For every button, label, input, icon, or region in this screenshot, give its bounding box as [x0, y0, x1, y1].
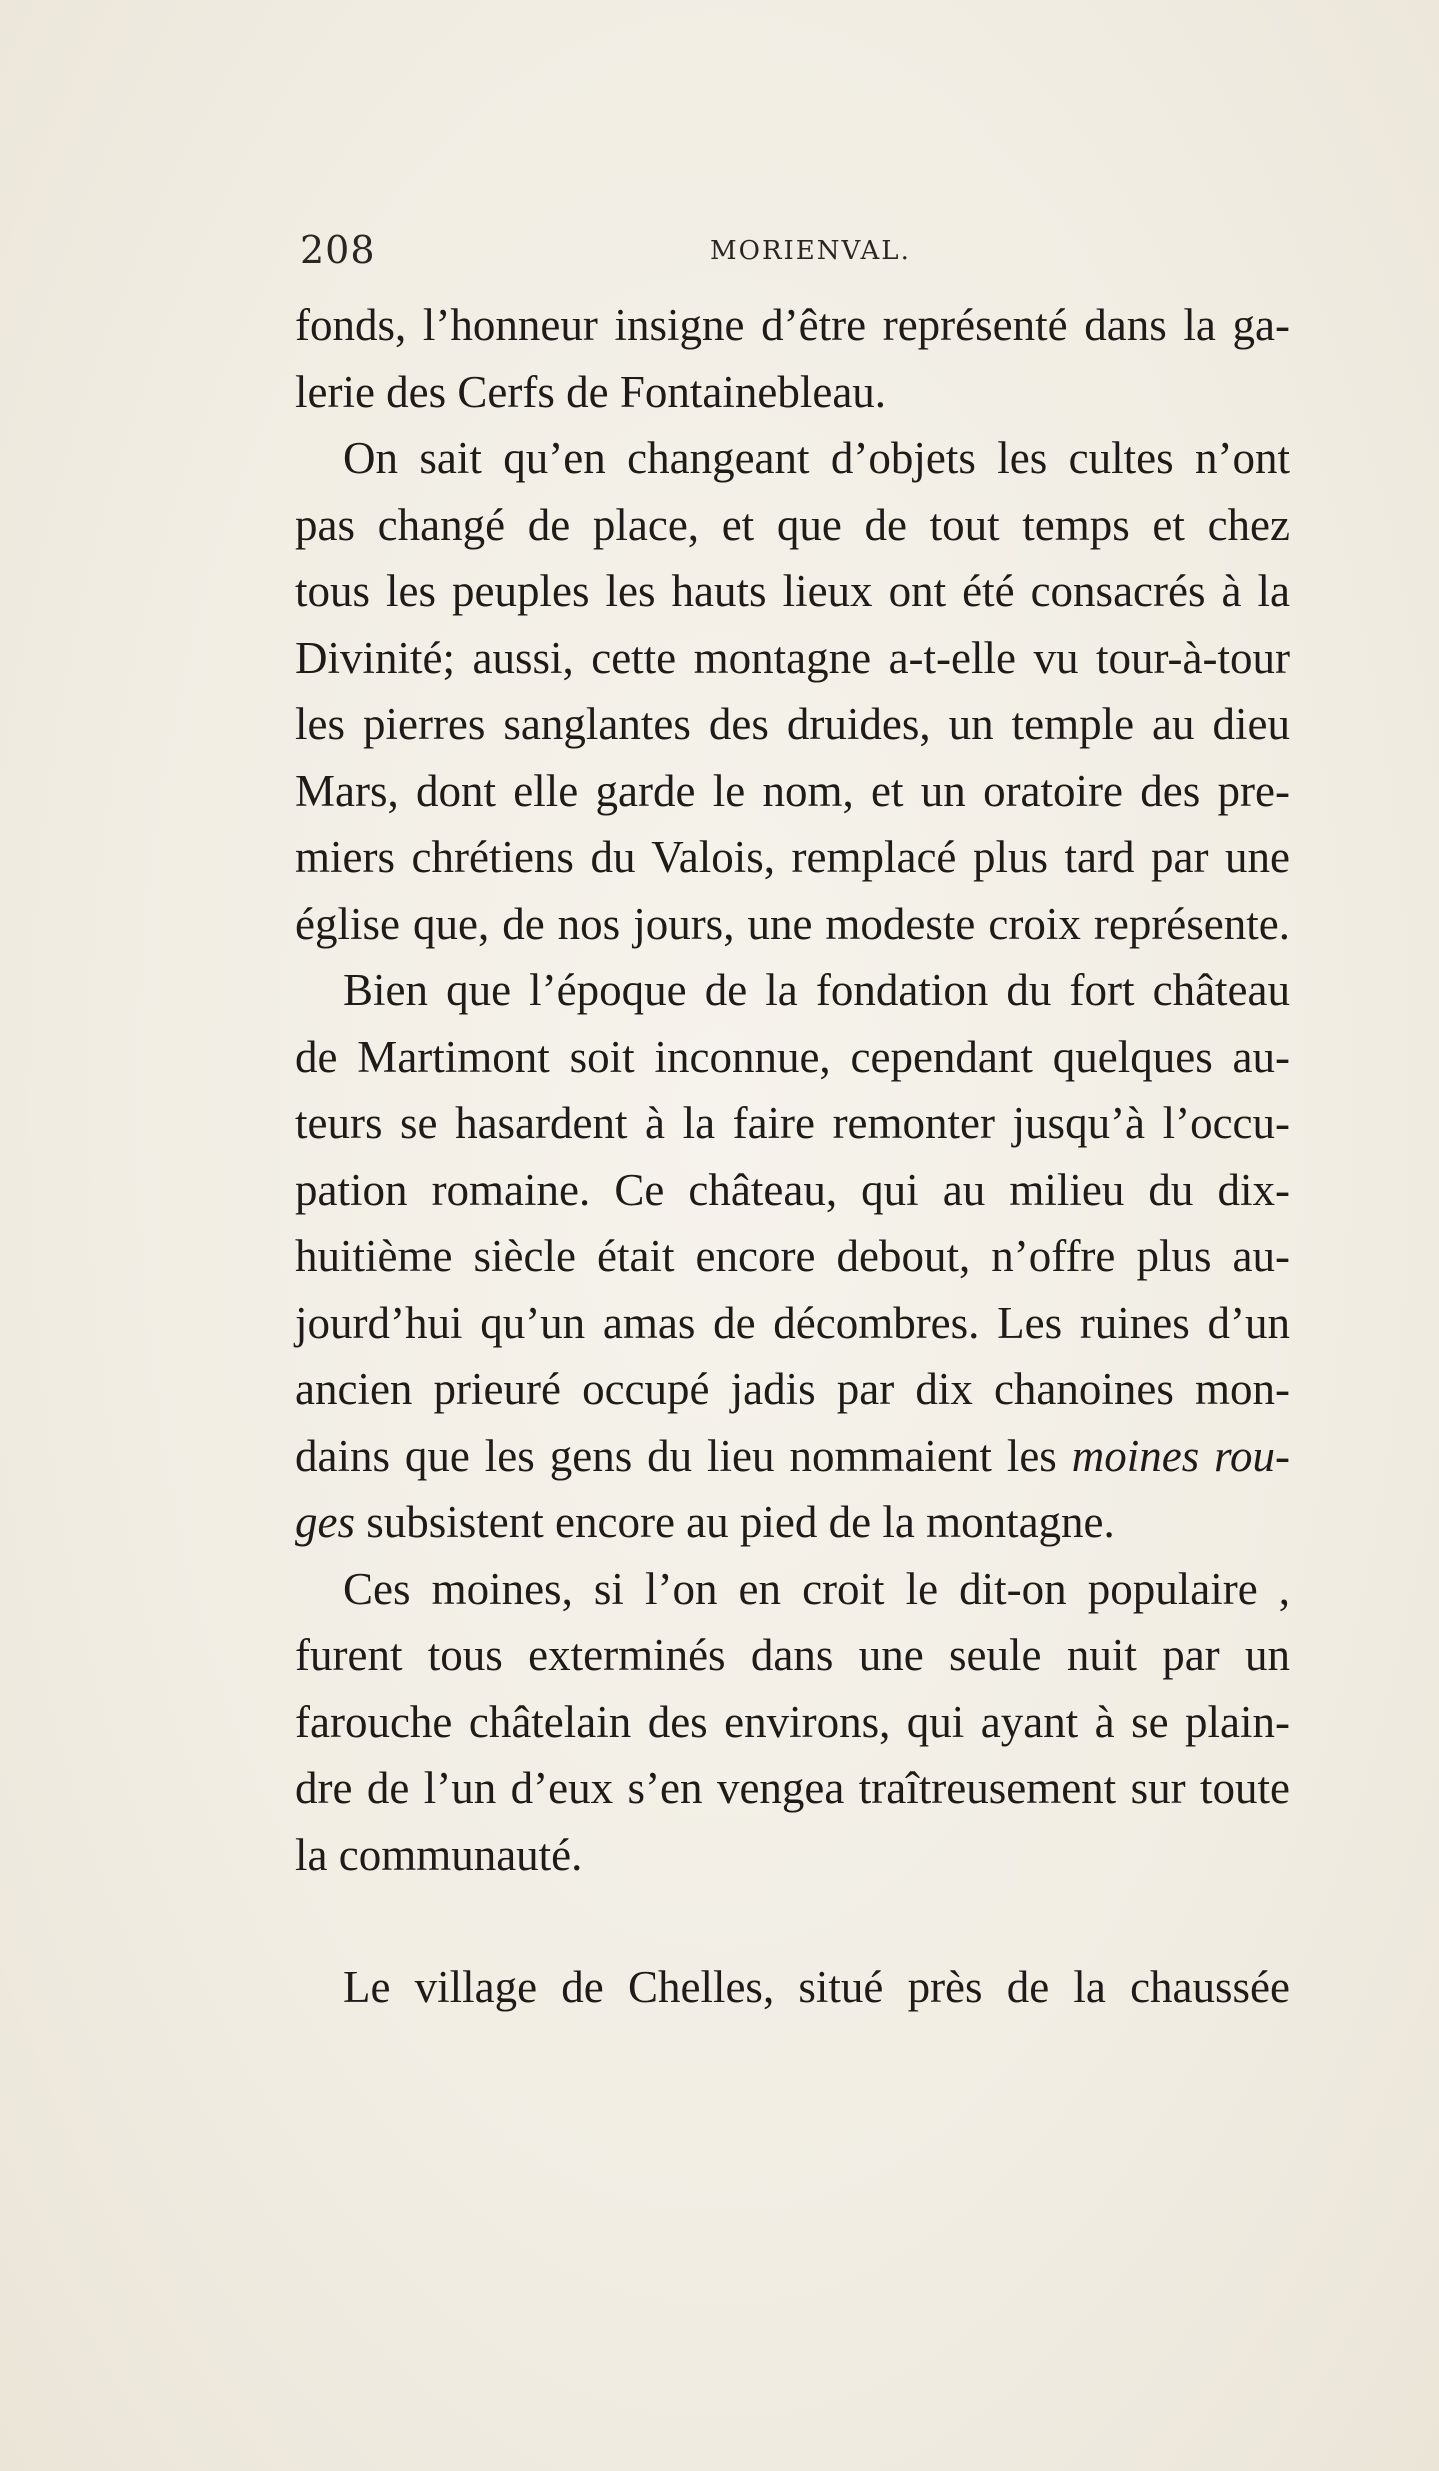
text-line: tous les peuples les hauts lieux ont été consacrés à la: [295, 566, 1290, 616]
text-line: miers chrétiens du Valois, remplacé plus tard par une: [295, 832, 1290, 882]
page-header: [300, 228, 911, 278]
text-line: furent tous exterminés dans une seule nuit par un: [295, 1630, 1290, 1680]
text-line: Mars, dont elle garde le nom, et un oratoire des pre-: [295, 765, 1290, 816]
text-line: On sait qu’en changeant d’objets les cultes n’ont: [343, 433, 1290, 483]
text-line: de Martimont soit inconnue, cependant quelques au-: [295, 1031, 1290, 1082]
text-line: jourd’hui qu’un amas de décombres. Les ruines d’un: [295, 1297, 1290, 1348]
text-line: Bien que l’époque de la fondation du fort château: [343, 965, 1290, 1015]
body-text: [295, 292, 1290, 2021]
text-line: ges subsistent encore au pied de la montagne.: [295, 1497, 1115, 1547]
text-line: dains que les gens du lieu nommaient les moines rou-: [295, 1430, 1290, 1481]
page-number: 208: [300, 228, 376, 272]
text-line: fonds, l’honneur insigne d’être représenté dans la ga-: [295, 300, 1290, 350]
text-line: Ces moines, si l’on en croit le dit-on populaire ,: [343, 1563, 1290, 1614]
text-line: église que, de nos jours, une modeste croix représente.: [295, 898, 1290, 949]
text-line: Divinité; aussi, cette montagne a-t-elle vu tour-à-tour: [295, 632, 1290, 683]
text-line: farouche châtelain des environs, qui ayant à se plain-: [295, 1696, 1290, 1747]
text-line: les pierres sanglantes des druides, un temple au dieu: [295, 699, 1290, 749]
section-gap: [295, 1888, 1290, 1954]
text-line: huitième siècle était encore debout, n’offre plus au-: [295, 1231, 1290, 1281]
text-line: pas changé de place, et que de tout temps et chez: [295, 499, 1290, 550]
text-line: lerie des Cerfs de Fontainebleau.: [295, 366, 887, 417]
italic-text: moines rou-: [1071, 1430, 1290, 1481]
text-line: teurs se hasardent à la faire remonter jusqu’à l’occu-: [295, 1098, 1290, 1148]
italic-text: ges: [295, 1497, 355, 1547]
text-line: Le village de Chelles, situé près de la chaussée: [343, 1962, 1290, 2012]
text-line: la communauté.: [295, 1829, 583, 1880]
text-line: pation romaine. Ce château, qui au milieu du dix-: [295, 1164, 1290, 1215]
running-head: MORIENVAL.: [710, 236, 911, 266]
text-line: dre de l’un d’eux s’en vengea traîtreusement sur toute: [295, 1763, 1290, 1813]
text-line: ancien prieuré occupé jadis par dix chanoines mon-: [295, 1364, 1290, 1414]
